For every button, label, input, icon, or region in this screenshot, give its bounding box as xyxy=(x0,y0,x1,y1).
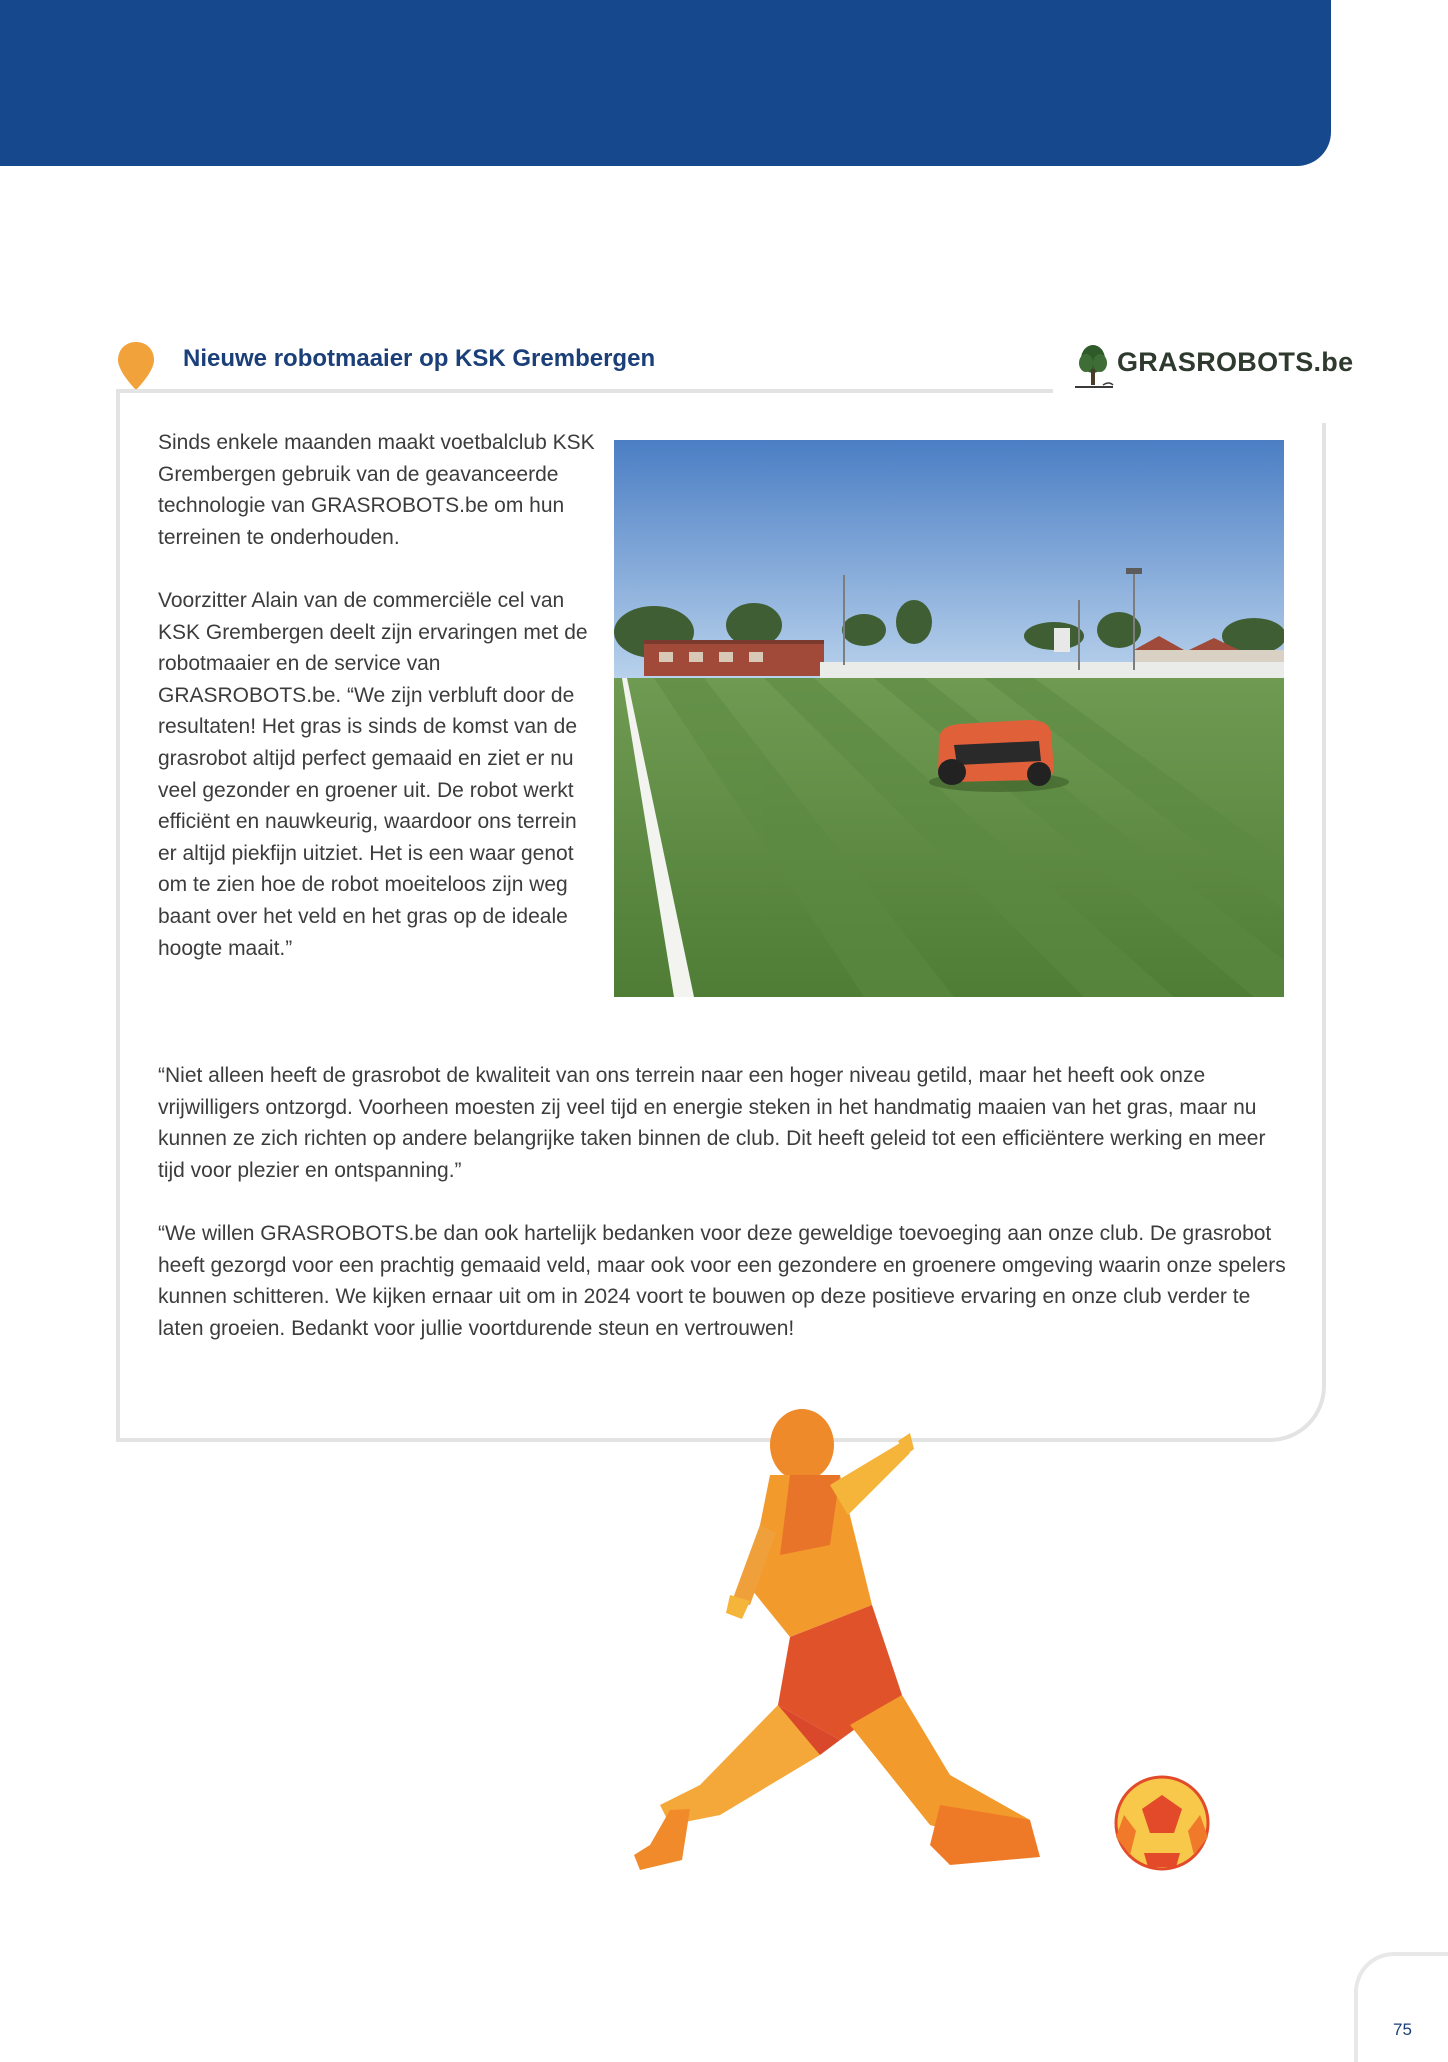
top-banner xyxy=(0,0,1331,166)
location-pin-icon xyxy=(116,340,156,392)
football-player-illustration xyxy=(610,1405,1210,1885)
body-text xyxy=(158,1060,1288,1376)
intro-paragraph: Voorzitter Alain van de commerciële cel van KSK Grembergen deelt zijn ervaringen met de robotmaaier en de service van GRASROBOTS.be. “We zijn verbluft door de resultaten! Het gras is sinds de komst van de grasrobot altijd perfect gemaaid en ziet er nu veel gezonder en groener uit. De robot werkt efficiënt en nauwkeurig, waardoor ons terrein er altijd piekfijn uitziet. Het is een waar genot om te zien hoe de robot moeiteloos zijn weg baant over het veld en het gras op de ideale hoogte maait.” xyxy=(158,588,588,960)
intro-paragraph: Sinds enkele maanden maakt voetbalclub KSK Grembergen gebruik van de geavanceerde technologie van GRASROBOTS.be om hun terreinen te onderhouden. xyxy=(158,431,595,549)
body-paragraph: “We willen GRASROBOTS.be dan ook hartelijk bedanken voor deze geweldige toevoeging aan onze club. De grasrobot heeft gezorgd voor een prachtig gemaaid veld, maar ook voor een gezondere en groenere omgeving waarin onze spelers kunnen schitteren. We kijken ernaar uit om in 2024 voort te bouwen op deze positieve ervaring en onze club verder te laten groeien. Bedankt voor jullie voortdurende steun en vertrouwen! xyxy=(158,1221,1286,1340)
article-title: Nieuwe robotmaaier op KSK Grembergen xyxy=(183,345,656,372)
intro-text xyxy=(158,427,598,996)
grasrobots-logo xyxy=(1073,341,1354,393)
tree-icon xyxy=(1073,343,1115,389)
page-number-tab xyxy=(1354,1952,1448,2062)
page-number: 75 xyxy=(1393,2020,1412,2039)
logo-text: GRASROBOTS.be xyxy=(1117,347,1354,377)
body-paragraph: “Niet alleen heeft de grasrobot de kwaliteit van ons terrein naar een hoger niveau getild, maar het heeft ook onze vrijwilligers ontzorgd. Voorheen moesten zij veel tijd en energie steken in het handmatig maaien van het gras, maar nu kunnen ze zich richten op andere belangrijke taken binnen de club. Dit heeft geleid tot een efficiëntere werking en meer tijd voor plezier en ontspanning.” xyxy=(158,1064,1266,1182)
robot-mower-photo xyxy=(614,440,1284,997)
